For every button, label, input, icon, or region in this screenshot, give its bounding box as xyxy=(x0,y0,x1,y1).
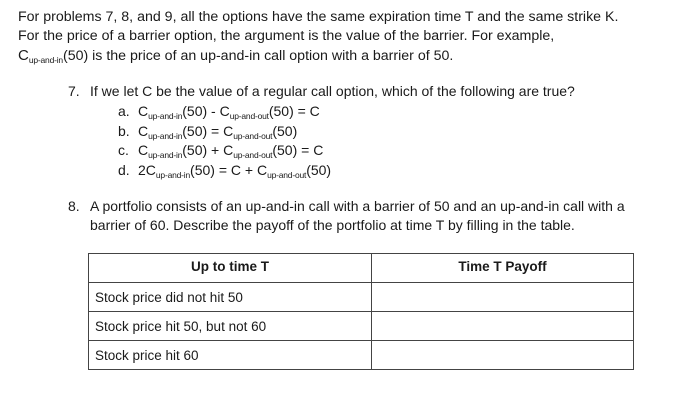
payoff-cell[interactable] xyxy=(372,283,634,312)
option-subscript: up-and-in xyxy=(155,169,191,180)
option-term: C xyxy=(138,122,149,139)
intro-paragraph xyxy=(18,8,688,66)
table-row xyxy=(89,341,634,370)
option-term: C xyxy=(138,142,149,158)
intro-line-3-rest: (50) is the price of an up-and-in call option with a barrier of 50. xyxy=(62,48,454,64)
table-row xyxy=(89,283,634,312)
option-letter: a. xyxy=(118,103,130,119)
option-term: (50) = C + C xyxy=(190,161,268,178)
intro-line-2: For the price of a barrier option, the argument is the value of the barrier. For example, xyxy=(18,28,555,44)
option-d xyxy=(118,161,331,181)
question-8 xyxy=(68,197,678,233)
question-8-line-2: barrier of 60. Describe the payoff of the portfolio at time T by filling in the table. xyxy=(90,216,575,233)
header-up-to-time-t: Up to time T xyxy=(89,254,372,283)
option-term: (50) - C xyxy=(182,103,230,119)
intro-line-1: For problems 7, 8, and 9, all the options have the same expiration time T and the same strike K. xyxy=(18,9,619,25)
option-b xyxy=(118,122,331,142)
question-8-text xyxy=(90,197,670,234)
option-letter: c. xyxy=(118,142,129,158)
payoff-cell[interactable] xyxy=(372,312,634,341)
option-term: 2C xyxy=(138,161,156,178)
option-subscript: up-and-in xyxy=(148,130,183,141)
option-subscript: up-and-in xyxy=(148,111,183,121)
question-7-number: 7. xyxy=(68,83,80,99)
price-subscript: up-and-in xyxy=(28,55,63,65)
table-header-row xyxy=(89,254,634,283)
table-row xyxy=(89,312,634,341)
question-8-line-1: A portfolio consists of an up-and-in call with a barrier of 50 and an up-and-in call with a xyxy=(90,198,625,214)
option-subscript: up-and-out xyxy=(233,130,273,141)
intro-line-3 xyxy=(18,46,688,66)
option-subscript: up-and-out xyxy=(229,111,269,121)
option-subscript: up-and-out xyxy=(267,169,307,180)
option-term: C xyxy=(138,103,149,119)
option-subscript: up-and-out xyxy=(233,150,273,160)
payoff-table xyxy=(88,253,634,370)
option-letter: b. xyxy=(118,122,130,139)
option-term: (50) + C xyxy=(182,142,234,158)
question-8-number: 8. xyxy=(68,198,80,214)
row-condition: Stock price did not hit 50 xyxy=(89,283,372,312)
option-term: (50) = C xyxy=(272,142,324,158)
question-7-text: If we let C be the value of a regular call option, which of the following are true? xyxy=(90,83,575,99)
question-7-options xyxy=(118,102,331,180)
option-term: (50) xyxy=(272,122,298,139)
row-condition: Stock price hit 50, but not 60 xyxy=(89,312,372,341)
question-7 xyxy=(68,82,575,100)
price-symbol: C xyxy=(18,47,29,64)
option-subscript: up-and-in xyxy=(148,150,183,160)
option-term: (50) = C xyxy=(182,122,234,139)
option-term: (50) xyxy=(306,161,332,178)
option-letter: d. xyxy=(118,161,130,178)
header-time-t-payoff: Time T Payoff xyxy=(372,254,634,283)
payoff-cell[interactable] xyxy=(372,341,634,370)
option-c xyxy=(118,141,331,161)
row-condition: Stock price hit 60 xyxy=(89,341,372,370)
option-a xyxy=(118,102,331,122)
option-term: (50) = C xyxy=(268,103,320,119)
